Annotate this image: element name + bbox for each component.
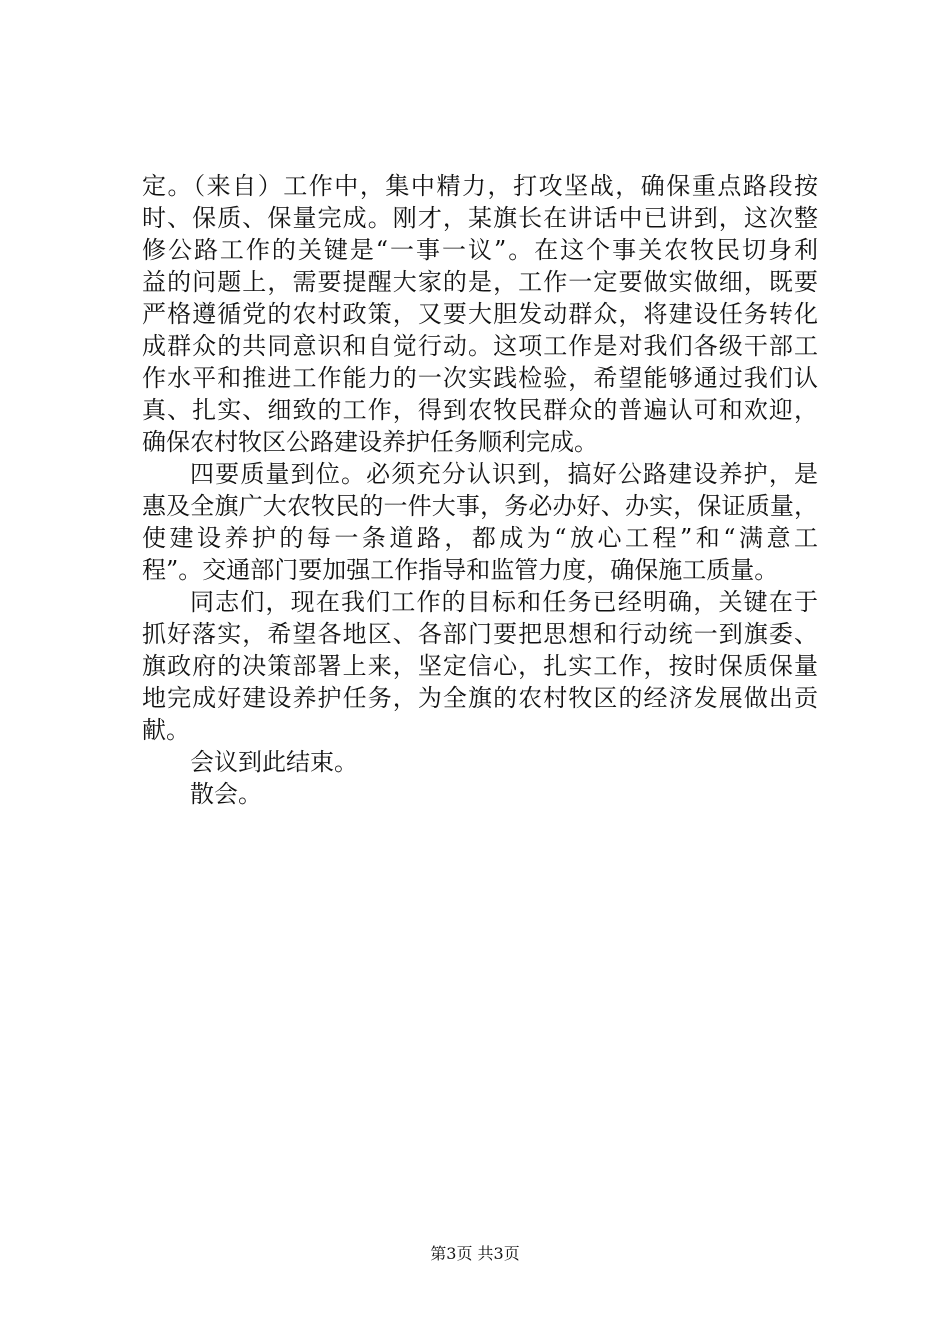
page-number-footer: 第3页 共3页 (430, 1244, 520, 1263)
paragraph-5-line-1: 散会。 (190, 780, 262, 808)
document-body (142, 170, 818, 810)
paragraph-1-line-8: 真、扎实、细致的工作，得到农牧民群众的普遍认可和欢迎， (142, 396, 818, 424)
paragraph-3-line-5: 献。 (142, 716, 190, 744)
paragraph-4-line-1: 会议到此结束。 (190, 748, 358, 776)
paragraph-1-line-7: 作水平和推进工作能力的一次实践检验，希望能够通过我们认 (142, 364, 818, 392)
paragraph-1-line-9: 确保农村牧区公路建设养护任务顺利完成。 (142, 428, 598, 456)
paragraph-1-line-3: 修公路工作的关键是“一事一议”。在这个事关农牧民切身利 (142, 236, 818, 264)
paragraph-3-line-3: 旗政府的决策部署上来，坚定信心，扎实工作，按时保质保量 (142, 652, 818, 680)
paragraph-3-line-4: 地完成好建设养护任务，为全旗的农村牧区的经济发展做出贡 (142, 684, 818, 712)
paragraph-3-line-1: 同志们，现在我们工作的目标和任务已经明确，关键在于 (190, 588, 818, 616)
paragraph-2-line-4: 程”。交通部门要加强工作指导和监管力度，确保施工质量。 (142, 556, 779, 584)
paragraph-2-line-2: 惠及全旗广大农牧民的一件大事，务必办好、办实，保证质量， (142, 492, 818, 520)
paragraph-1-line-1: 定。（来自）工作中，集中精力，打攻坚战，确保重点路段按 (142, 172, 818, 200)
paragraph-2-line-1: 四要质量到位。必须充分认识到，搞好公路建设养护，是 (190, 460, 818, 488)
paragraph-1-line-6: 成群众的共同意识和自觉行动。这项工作是对我们各级干部工 (142, 332, 818, 360)
paragraph-3-line-2: 抓好落实，希望各地区、各部门要把思想和行动统一到旗委、 (142, 620, 818, 648)
paragraph-1-line-4: 益的问题上，需要提醒大家的是，工作一定要做实做细，既要 (142, 268, 818, 296)
paragraph-2-line-3: 使建设养护的每一条道路，都成为“放心工程”和“满意工 (142, 524, 818, 552)
paragraph-1-line-2: 时、保质、保量完成。刚才，某旗长在讲话中已讲到，这次整 (142, 204, 818, 232)
paragraph-1-line-5: 严格遵循党的农村政策，又要大胆发动群众，将建设任务转化 (142, 300, 818, 328)
